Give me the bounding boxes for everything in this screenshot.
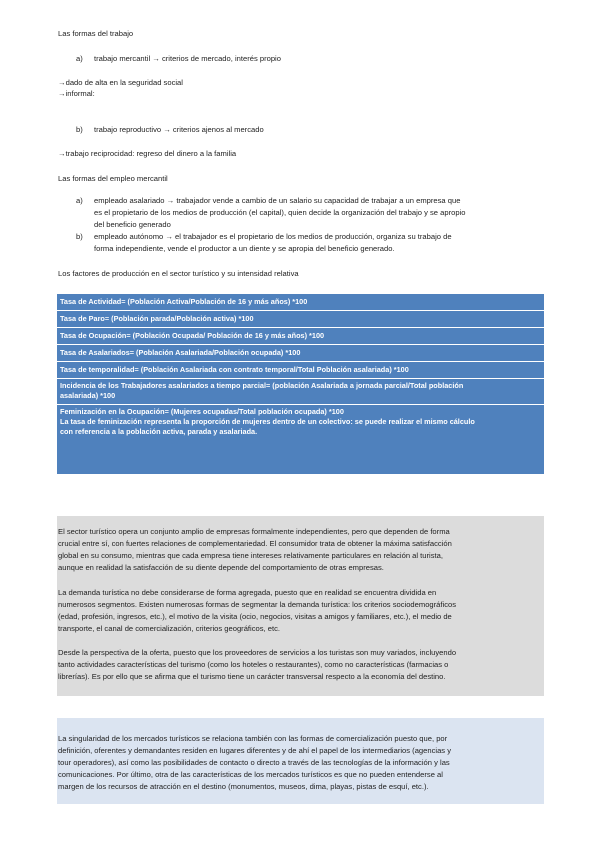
formula-text: Tasa de Asalariados= (Población Asalariada/Población ocupada) *100 — [60, 348, 301, 357]
paragraph-line: librerías). Es por ello que se afirma que el turismo tiene un carácter transversal respecto a la economía del destino. — [58, 672, 446, 681]
section-title-factores-produccion: Los factores de producción en el sector turístico y su intensidad relativa — [58, 269, 299, 278]
formula-row-parcial — [57, 379, 544, 405]
list-item-autonomo-line: empleado autónomo → el trabajador es el propietario de los medios de producción, organiza su trabajo de — [94, 232, 452, 241]
list-marker: b) — [76, 232, 83, 241]
note-informal: →informal: — [58, 89, 95, 98]
section-title-empleo-mercantil: Las formas del empleo mercantil — [58, 174, 168, 183]
list-item-asalariado-line: es el propietario de los medios de producción (el capital), quien decide la organización del trabajo y se apropio — [94, 208, 466, 217]
formula-row-actividad — [57, 294, 544, 311]
formula-row-paro — [57, 311, 544, 328]
formula-text: Tasa de Paro= (Población parada/Población activa) *100 — [60, 314, 254, 323]
formula-text: con referencia a la población activa, parada y asalariada. — [60, 427, 258, 436]
formula-row-temporalidad — [57, 362, 544, 379]
list-item-trabajo-reproductivo: trabajo reproductivo → criterios ajenos al mercado — [94, 125, 264, 134]
list-marker: a) — [76, 196, 83, 205]
formula-row-feminizacion — [57, 405, 544, 474]
formula-text: La tasa de feminización representa la proporción de mujeres dentro de un colectivo: se puede realizar el mismo cálculo — [60, 417, 475, 426]
paragraph-line: Desde la perspectiva de la oferta, puesto que los proveedores de servicios a los turistas son muy variados, incluyendo — [58, 648, 457, 657]
formula-text: Tasa de temporalidad= (Población Asalariada con contrato temporal/Total Población asalariada) *100 — [60, 365, 409, 374]
formula-text: Feminización en la Ocupación= (Mujeres ocupadas/Total población ocupada) *100 — [60, 407, 344, 416]
paragraph-line: (edad, profesión, ingresos, etc.), el motivo de la visita (ocio, negocios, visitas a amigos y familiares, etc.), el medio de — [58, 612, 452, 621]
paragraph-line: tour operadores), así como las posibilidades de contacto o directo a través de las tecnologías de la información y las — [58, 758, 450, 767]
paragraph-line: aunque en realidad la satisfacción de su diente depende del comportamiento de otras empresas. — [58, 563, 384, 572]
list-item-asalariado-line: del beneficio generado — [94, 220, 171, 229]
paragraph-line: La singularidad de los mercados turísticos se relaciona también con las formas de comercialización puesto que, por — [58, 734, 448, 743]
formula-table — [57, 294, 544, 474]
paragraph-line: transporte, el canal de comercialización, criterios geográficos, etc. — [58, 624, 281, 633]
formula-row-asalariados — [57, 345, 544, 362]
paragraph-line: tanto actividades características del turismo (como los hoteles o restaurantes), como no características (farmacias o — [58, 660, 449, 669]
note-seguridad-social: →dado de alta en la seguridad social — [58, 78, 183, 87]
list-item-autonomo-line: forma independiente, vende el productor a un diente y se apropia del beneficio generado. — [94, 244, 395, 253]
note-reciprocidad: →trabajo reciprocidad: regreso del dinero a la familia — [58, 149, 237, 158]
section-title-formas-trabajo: Las formas del trabajo — [58, 29, 134, 38]
paragraph-line: El sector turístico opera un conjunto amplio de empresas formalmente independientes, pero que dependen de forma — [58, 527, 450, 536]
formula-text: Tasa de Actividad= (Población Activa/Población de 16 y más años) *100 — [60, 297, 308, 306]
list-item-asalariado-line: empleado asalariado → trabajador vende a cambio de un salario su capacidad de trabajar a un empresa que — [94, 196, 461, 205]
formula-row-ocupacion — [57, 328, 544, 345]
paragraph-line: global en su consumo, mientras que cada empresa tiene intereses relativamente particulares en relación al turista, — [58, 551, 443, 560]
paragraph-line: numerosos segmentos. Existen numerosas formas de segmentar la demanda turística: los criterios sociodemográficos — [58, 600, 457, 609]
paragraph-line: comunicaciones. Por último, otra de las características de los mercados turísticos es que no pueden entenderse al — [58, 770, 443, 779]
paragraph-line: crucial entre sí, con fuertes relaciones de complementariedad. El consumidor trata de obtener la máxima satisfacción — [58, 539, 452, 548]
paragraph-line: definición, oferentes y demandantes residen en lugares diferentes y de ahí el papel de los intermediarios (agencias y — [58, 746, 452, 755]
paragraph-line: La demanda turística no debe considerarse de forma agregada, puesto que en realidad se encuentra dividida en — [58, 588, 437, 597]
formula-text: Incidencia de los Trabajadores asalariados a tiempo parcial= (población Asalariada a jornada parcial/Total población — [60, 381, 464, 390]
list-marker: a) — [76, 54, 83, 63]
paragraph-line: margen de los recursos de atracción en el destino (monumentos, museos, dima, playas, pistas de esquí, etc.). — [58, 782, 429, 791]
list-marker: b) — [76, 125, 83, 134]
formula-text: asalariada) *100 — [60, 391, 116, 400]
formula-text: Tasa de Ocupación= (Población Ocupada/ Población de 16 y más años) *100 — [60, 331, 325, 340]
list-item-trabajo-mercantil: trabajo mercantil → criterios de mercado, interés propio — [94, 54, 281, 63]
